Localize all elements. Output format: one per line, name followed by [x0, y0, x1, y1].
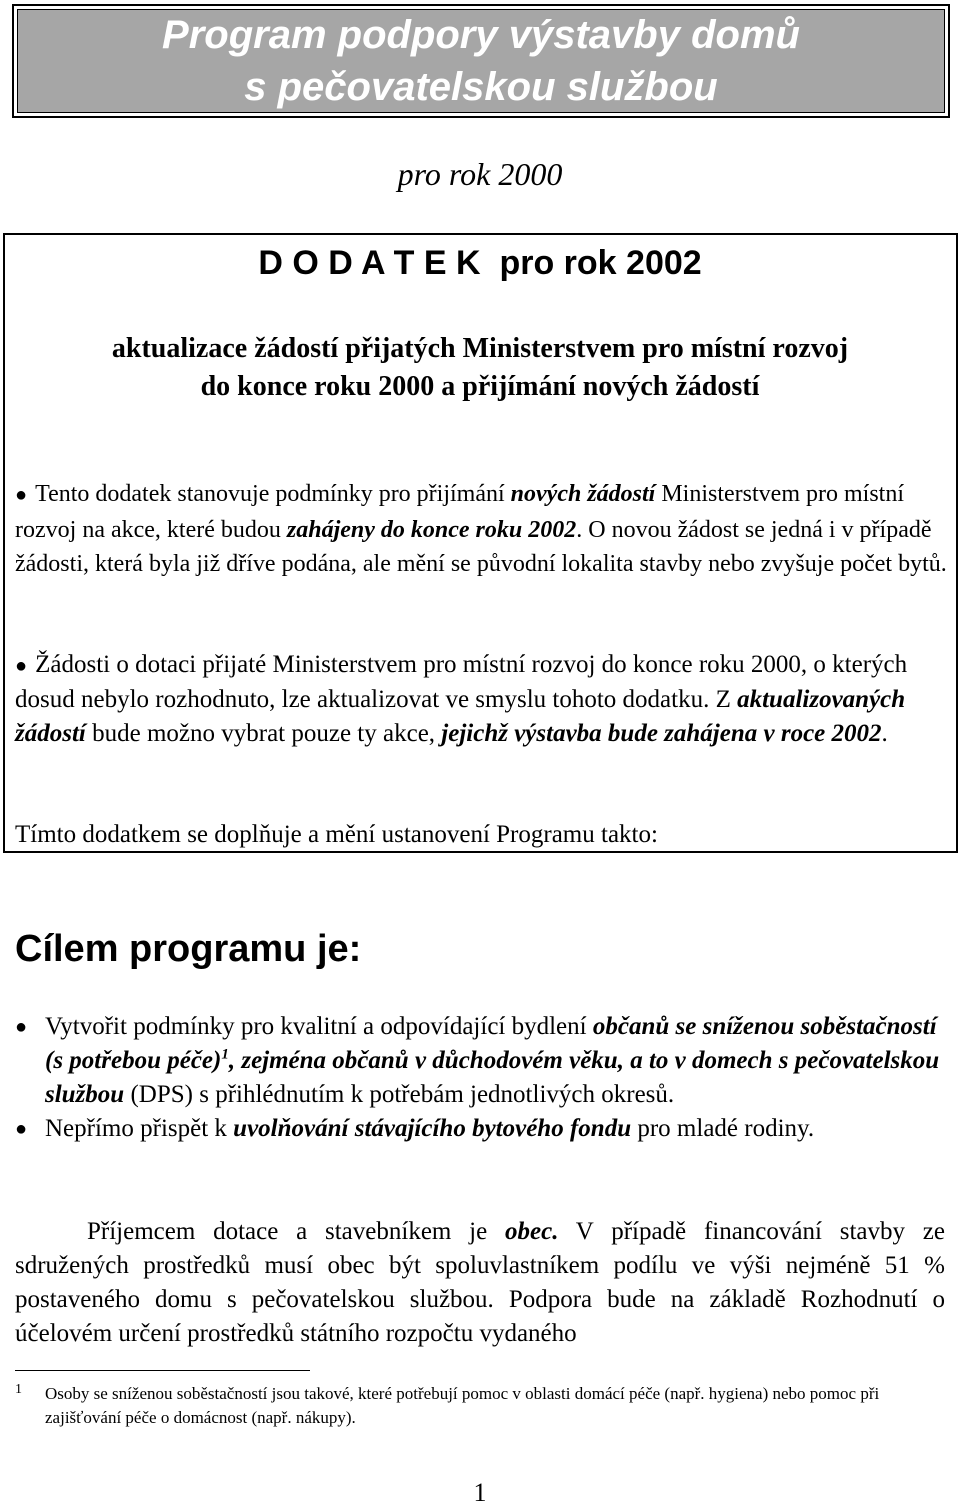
- bullet-2-text-c: .: [881, 720, 888, 747]
- bullet-1-text-b: Ministerstvem pro místní rozvoj na akce, které budou: [15, 481, 905, 543]
- bullet-icon: ●: [15, 1016, 28, 1038]
- footnote: [15, 1382, 945, 1430]
- body-text-a: Příjemcem dotace a stavebníkem je: [87, 1218, 505, 1245]
- bullet-1-text-a: Tento dodatek stanovuje podmínky pro přijímání: [35, 481, 511, 507]
- goal-2-text-a: Nepřímo přispět k: [45, 1115, 234, 1142]
- footnote-separator: [15, 1370, 310, 1371]
- goal-1-emph-a: občanů se sníženou soběstačností (s potřebou péče): [45, 1013, 937, 1074]
- bullet-icon: ●: [15, 484, 28, 506]
- goal-1-text-b: (DPS) s přihlédnutím k potřebám jednotlivých okresů.: [124, 1081, 675, 1108]
- bullet-1-emph-b: zahájeny do konce roku 2002: [286, 516, 577, 543]
- bullet-1-text-c: . O novou žádost se jedná i v případě žádosti, která byla již dříve podána, ale mění se původní lokalita stavby nebo zvyšuje počet bytů.: [15, 516, 947, 577]
- dodatek-subtitle-line-1: aktualizace žádostí přijatých Ministerstvem pro místní rozvoj: [111, 333, 849, 364]
- dodatek-subtitle: [0, 330, 960, 406]
- bullet-icon: ●: [15, 1118, 28, 1140]
- title-banner: [12, 4, 950, 118]
- body-text-b: V případě financování stavby ze sdružených prostředků musí obec být spoluvlastníkem podílu ve výši nejméně 51 % postaveného domu s pečovatelskou službou. Podpora bude na základě Rozhodnutí o účelovém určení prostředků státního rozpočtu vydaného: [15, 1218, 945, 1347]
- bullet-2-emph-b: jejichž výstavba bude zahájena v roce 2002: [441, 720, 882, 747]
- bullet-2-emph-a: aktualizovaných žádostí: [15, 686, 906, 747]
- goal-1-emph-b: , zejména občanů v důchodovém věku, a to v domech s pečovatelskou službou: [45, 1047, 940, 1108]
- page-number: 1: [473, 1478, 487, 1507]
- footnote-mark: 1: [15, 1382, 22, 1397]
- goal-item-1: [15, 1010, 950, 1112]
- footnote-text: Osoby se sníženou soběstačností jsou takové, které potřebují pomoc v oblasti domácí péče (např. hygiena) nebo pomoc při zajišťování péče o domácnost (např. nákupy).: [45, 1384, 880, 1427]
- bullet-2-text-a: Žádosti o dotaci přijaté Ministerstvem pro místní rozvoj do konce roku 2000, o kterých dosud nebylo rozhodnuto, lze aktualizovat ve smyslu tohoto dodatku. Z: [15, 651, 908, 713]
- footnote-reference: 1: [221, 1046, 229, 1063]
- bullet-icon: ●: [15, 655, 28, 677]
- bullet-1-emph-a: nových žádostí: [510, 481, 656, 507]
- bullet-2-text-b: bude možno vybrat pouze ty akce,: [85, 720, 442, 747]
- body-emph: obec.: [505, 1218, 559, 1245]
- year-label: pro rok 2000: [397, 156, 563, 192]
- goal-2-emph: uvolňování stávajícího bytového fondu: [233, 1115, 632, 1142]
- dodatek-title: D O D A T E K pro rok 2002: [258, 244, 702, 282]
- body-paragraph: [15, 1215, 945, 1351]
- dodatek-subtitle-line-2: do konce roku 2000 a přijímání nových žádostí: [200, 371, 760, 402]
- dodatek-bullet-2: [15, 648, 950, 751]
- dodatek-bullet-1: [15, 477, 950, 582]
- goals-list: [15, 1010, 950, 1146]
- goal-item-2: [15, 1112, 950, 1146]
- goal-1-text-a: Vytvořit podmínky pro kvalitní a odpovídající bydlení: [45, 1013, 593, 1040]
- title-line-2: s pečovatelskou službou: [244, 65, 718, 109]
- goals-heading: Cílem programu je:: [15, 928, 362, 970]
- title-line-1: Program podpory výstavby domů: [162, 13, 800, 57]
- dodatek-closing: Tímto dodatkem se doplňuje a mění ustanovení Programu takto:: [15, 821, 658, 848]
- goal-2-text-b: pro mladé rodiny.: [631, 1115, 815, 1142]
